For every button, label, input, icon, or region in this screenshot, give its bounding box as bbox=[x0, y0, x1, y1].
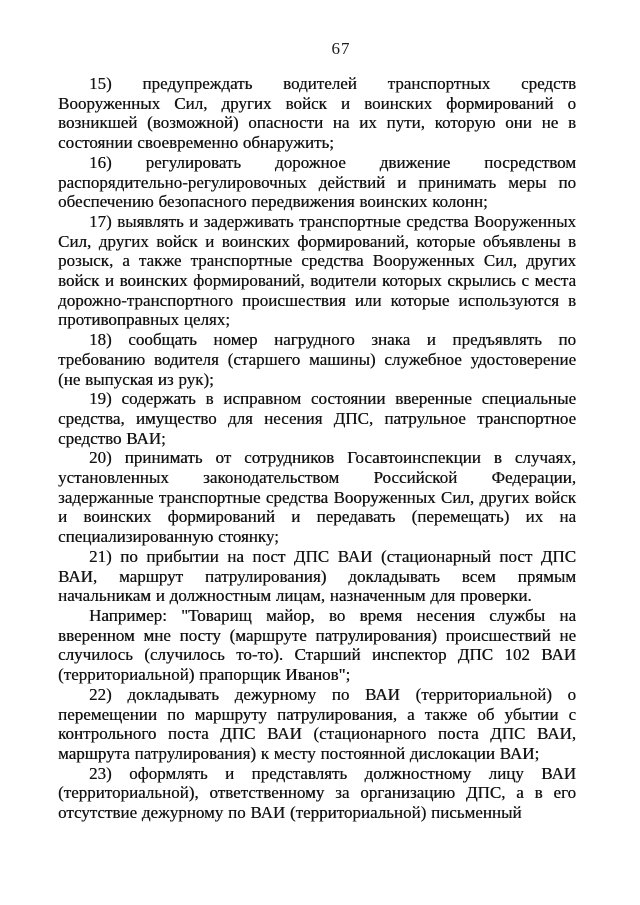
paragraph-item-19: 19) содержать в исправном состоянии вверенные специальные средства, имущество для несения ДПС, патрульное транспортное средство ВАИ; bbox=[58, 389, 576, 448]
text-block bbox=[58, 74, 576, 823]
paragraph-item-21: 21) по прибытии на пост ДПС ВАИ (стационарный пост ДПС ВАИ, маршрут патрулирования) докладывать всем прямым начальникам и должностным лицам, назначенным для проверки. bbox=[58, 546, 576, 606]
paragraph-item-15: 15) предупреждать водителей транспортных средств Вооруженных Сил, других войск и воинских формирований о возникшей (возможной) опасности на их пути, которую они не в состоянии своевременно обнаружить; bbox=[58, 74, 576, 153]
paragraph-item-20: 20) принимать от сотрудников Госавтоинспекции в случаях, установленных законодательством Российской Федерации, задержанные транспортные средства Вооруженных Сил, других войск и воинских формирований и передавать (перемещать) их на специализированную стоянку; bbox=[58, 448, 576, 547]
paragraph-item-18: 18) сообщать номер нагрудного знака и предъявлять по требованию водителя (старшего машины) служебное удостоверение (не выпуская из рук); bbox=[58, 330, 576, 389]
paragraph-item-16: 16) регулировать дорожное движение посредством распорядительно-регулировочных действий и принимать меры по обеспечению безопасного передвижения воинских колонн; bbox=[58, 152, 576, 212]
paragraph-item-22: 22) докладывать дежурному по ВАИ (территориальной) о перемещении по маршруту патрулирования, а также об убытии с контрольного поста ДПС ВАИ (стационарного поста ДПС ВАИ, маршрута патрулирования) к месту постоянной дислокации ВАИ; bbox=[58, 684, 576, 763]
paragraph-item-23: 23) оформлять и представлять должностному лицу ВАИ (территориальной), ответственному за организацию ДПС, а в его отсутствие дежурному по ВАИ (территориальной) письменный bbox=[58, 763, 576, 823]
paragraph-example: Например: "Товарищ майор, во время несения службы на вверенном мне посту (маршруте патрулирования) происшествий не случилось (случилось то-то). Старший инспектор ДПС 102 ВАИ (территориальной) прапорщик Иванов"; bbox=[58, 605, 576, 685]
page-number: 67 bbox=[331, 39, 351, 58]
paragraph-item-17: 17) выявлять и задерживать транспортные средства Вооруженных Сил, других войск и воинских формирований, которые объявлены в розыск, а также транспортные средства Вооруженных Сил, других войск и воинских формирований, водители которых скрылись с места дорожно-транспортного происшествия или которые используются в противоправных целях; bbox=[58, 211, 576, 330]
